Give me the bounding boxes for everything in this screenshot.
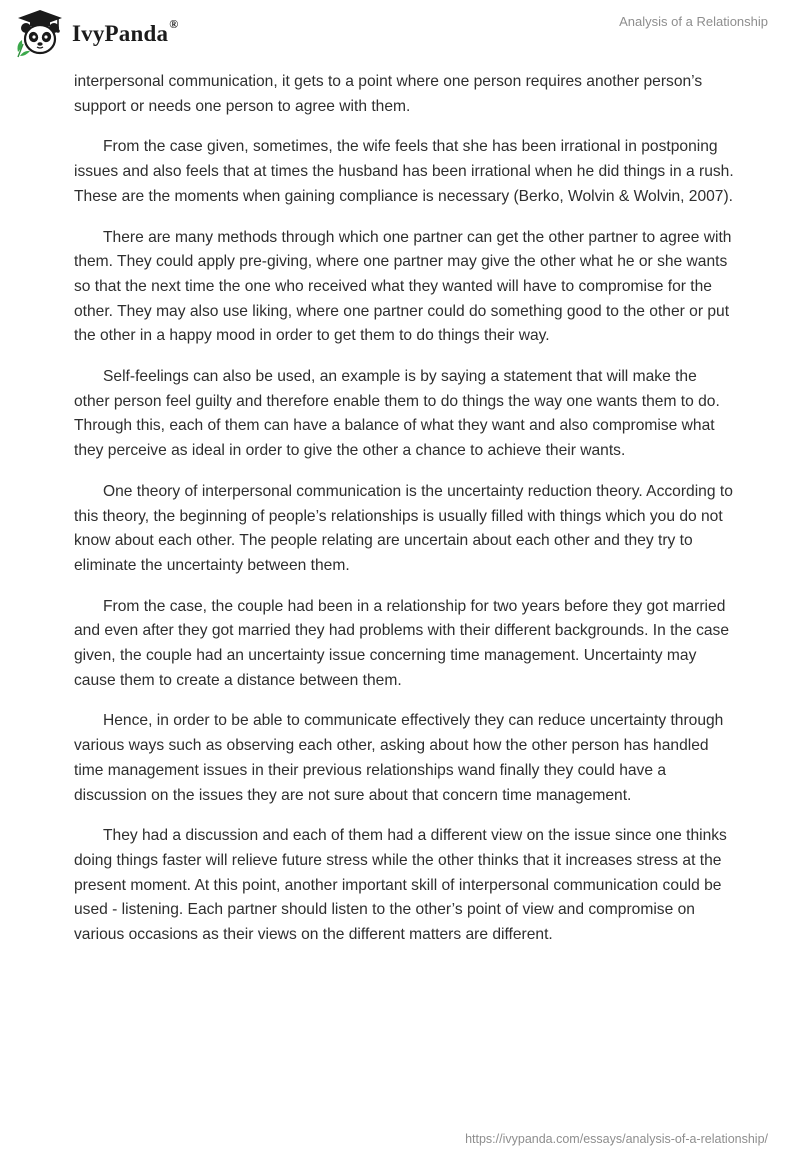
paragraph: They had a discussion and each of them had a different view on the issue since one thinks doing things faster will relieve future stress while the other thinks that it increases stress at the present moment. At this point, another important skill of interpersonal communication could be used - listening. Each partner should listen to the other’s point of view and compromise on various occasions as their views on the different matters are different. <box>74 827 727 944</box>
panda-graduate-icon <box>14 8 66 58</box>
document-title: Analysis of a Relationship <box>619 14 768 29</box>
paragraph: From the case given, sometimes, the wife feels that she has been irrational in postponing issues and also feels that at times the husband has been irrational when he did things in a rush. These are the moments when gaining compliance is necessary (Berko, Wolvin & Wolvin, 2007). <box>74 138 734 205</box>
paragraph: One theory of interpersonal communication is the uncertainty reduction theory. According to this theory, the beginning of people’s relationships is usually filled with things which you do not know about each other. The people relating are uncertain about each other and they try to eliminate the uncertainty between them. <box>74 482 733 574</box>
essay-body <box>74 70 734 964</box>
source-url[interactable]: https://ivypanda.com/essays/analysis-of-a-relationship/ <box>465 1132 768 1146</box>
page-header <box>0 0 800 66</box>
paragraph: From the case, the couple had been in a relationship for two years before they got married and even after they got married they had problems with their different backgrounds. In the case given, the couple had an uncertainty issue concerning time management. Uncertainty may cause them to create a distance between them. <box>74 597 730 689</box>
paragraph: interpersonal communication, it gets to a point where one person requires another person’s support or needs one person to agree with them. <box>74 73 703 115</box>
ivypanda-logo[interactable] <box>14 8 178 58</box>
brand-name: IvyPanda® <box>72 17 179 46</box>
registered-mark: ® <box>169 17 179 32</box>
paragraph: Hence, in order to be able to communicate effectively they can reduce uncertainty through various ways such as observing each other, asking about how the other person has handled time management issues in their previous relationships wand finally they could have a discussion on the issues they are not sure about that concern time management. <box>74 712 724 804</box>
paragraph: There are many methods through which one partner can get the other partner to agree with them. They could apply pre-giving, where one partner may give the other what he or she wants so that the next time the one who received what they wanted will have to compromise for the other. They may also use liking, where one partner could do something good to the other or put the other in a happy mood in order to get them to do things their way. <box>74 228 732 345</box>
paragraph: Self-feelings can also be used, an example is by saying a statement that will make the other person feel guilty and therefore enable them to do things the way one wants them to do. Through this, each of them can have a balance of what they want and also compromise what they perceive as ideal in order to give the other a chance to achieve their wants. <box>74 368 720 460</box>
